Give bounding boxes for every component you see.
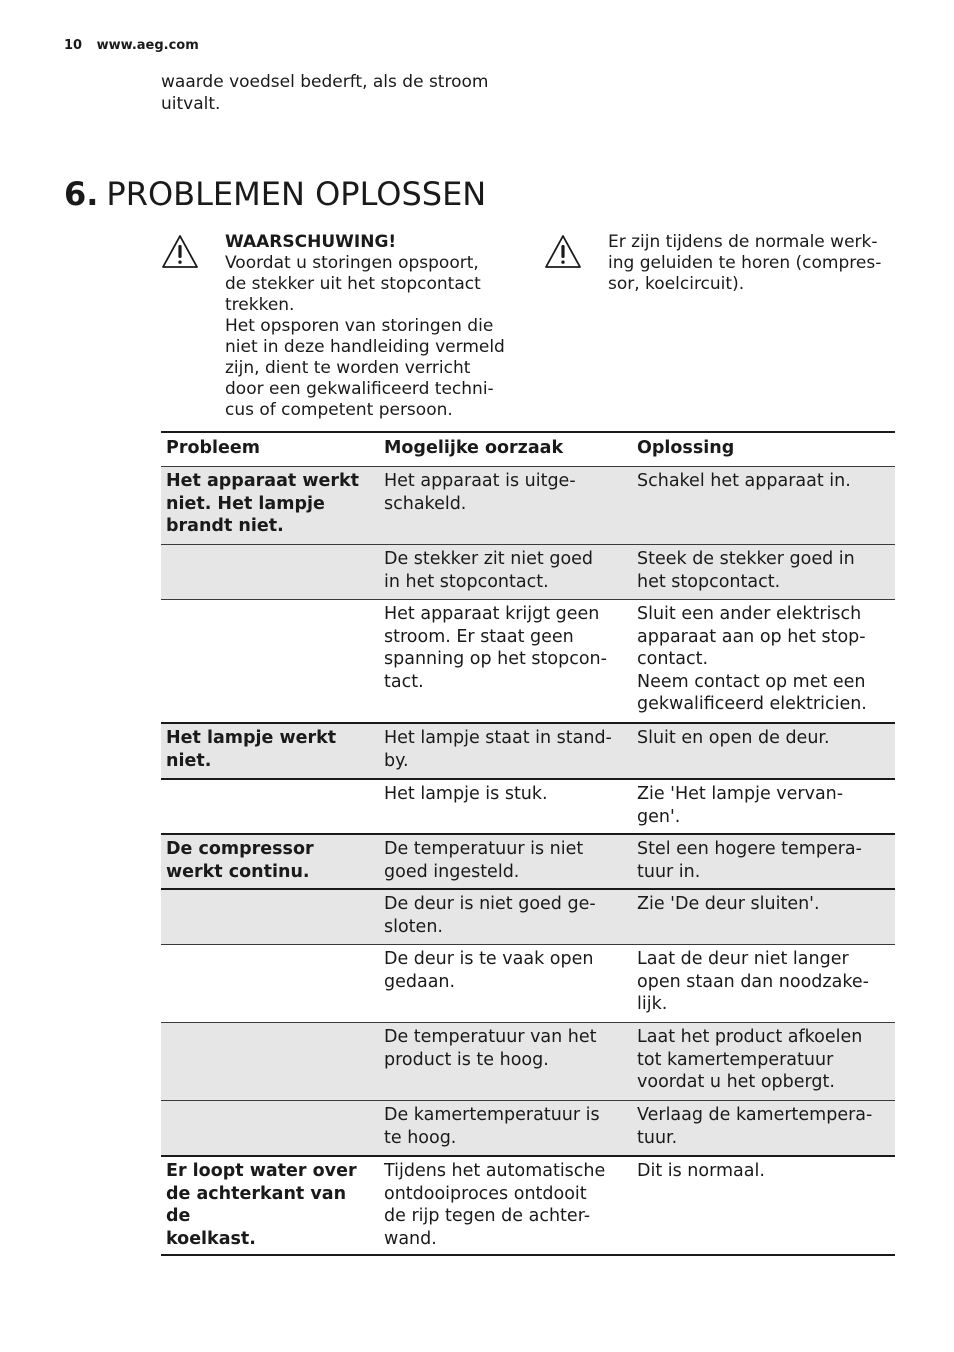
column-header: Mogelijke oorzaak (384, 438, 564, 458)
section-number: 6. (64, 175, 99, 213)
cause-cell (379, 945, 632, 1022)
page-number: 10 (64, 38, 83, 53)
problem-cell (161, 545, 379, 599)
cell-line: Het lampje is stuk. (384, 784, 548, 804)
cell-line: De temperatuur van het (384, 1027, 597, 1047)
cell-line: Het lampje staat in stand- (384, 728, 612, 748)
cell-line: spanning op het stopcon- (384, 649, 607, 669)
cell-line: voordat u het opbergt. (637, 1072, 835, 1092)
cell-line: product is te hoog. (384, 1049, 549, 1070)
cell-line: te hoog. (384, 1127, 457, 1148)
cell-line: Er loopt water over (166, 1161, 357, 1181)
table-row (161, 1100, 895, 1155)
solution-cell (632, 835, 895, 888)
site-url[interactable]: www.aeg.com (96, 38, 199, 53)
warning-text-right (608, 232, 881, 295)
table-row (161, 1022, 895, 1100)
cell-line: Zie 'Het lampje vervan- (637, 784, 844, 804)
warning-line: zijn, dient te worden verricht (225, 358, 471, 378)
column-header: Oplossing (637, 438, 735, 458)
cell-line: Het apparaat is uitge- (384, 471, 576, 491)
solution-cell (632, 467, 895, 544)
warning-line: Voordat u storingen opspoort, (225, 253, 479, 273)
cell-line: gen'. (637, 806, 681, 827)
cell-line: tot kamertemperatuur (637, 1049, 834, 1070)
cell-line: Het apparaat werkt (166, 471, 360, 491)
table-row (161, 888, 895, 944)
table-row (161, 466, 895, 544)
cause-cell (379, 780, 632, 833)
cell-line: Neem contact op met een (637, 671, 866, 692)
warning-line: de stekker uit het stopcontact (225, 274, 481, 294)
cell-line: in het stopcontact. (384, 571, 549, 592)
warning-triangle-icon (544, 234, 582, 270)
cell-line: tuur. (637, 1127, 678, 1148)
solution-cell (632, 780, 895, 833)
table-row (161, 833, 895, 888)
cell-line: De temperatuur is niet (384, 839, 584, 859)
warning-line: ing geluiden te horen (compres- (608, 253, 882, 273)
cell-line: tuur in. (637, 861, 701, 882)
warning-line: door een gekwalificeerd techni- (225, 379, 494, 399)
intro-line: waarde voedsel bederft, als de stroom (161, 72, 489, 92)
solution-cell (632, 1101, 895, 1155)
problem-cell (161, 780, 379, 833)
problem-cell (161, 600, 379, 722)
cause-cell (379, 835, 632, 888)
warning-text-left (225, 232, 505, 421)
cause-cell (379, 545, 632, 599)
cell-line: De deur is te vaak open (384, 949, 594, 969)
problem-cell (161, 467, 379, 544)
table-row (161, 722, 895, 778)
cell-line: brandt niet. (166, 516, 284, 536)
cause-cell (379, 1101, 632, 1155)
solution-cell (632, 1023, 895, 1100)
intro-paragraph (161, 71, 521, 115)
cell-line: ontdooiproces ontdooit (384, 1183, 587, 1204)
cell-line: Verlaag de kamertempera- (637, 1105, 873, 1125)
cause-cell (379, 1023, 632, 1100)
cell-line: Het lampje werkt (166, 728, 337, 748)
cause-cell (379, 600, 632, 722)
cell-line: schakeld. (384, 493, 467, 514)
cell-line: by. (384, 750, 409, 771)
cell-line: contact. (637, 649, 709, 669)
cell-line: koelkast. (166, 1228, 256, 1249)
cell-line: De kamertemperatuur is (384, 1105, 600, 1125)
cell-line: tact. (384, 671, 424, 692)
cell-line: de achterkant van de (166, 1183, 347, 1226)
problem-cell (161, 1023, 379, 1100)
problem-cell (161, 1157, 379, 1254)
cell-line: wand. (384, 1228, 437, 1249)
warning-line: niet in deze handleiding vermeld (225, 337, 505, 357)
cell-line: Steek de stekker goed in (637, 549, 855, 569)
problem-cell (161, 1101, 379, 1155)
cell-line: Tijdens het automatische (384, 1161, 606, 1181)
cell-line: De compressor (166, 839, 314, 859)
cell-line: De stekker zit niet goed (384, 549, 594, 569)
solution-cell (632, 890, 895, 944)
cell-line: Schakel het apparaat in. (637, 471, 851, 491)
cell-line: goed ingesteld. (384, 861, 520, 882)
warning-line: sor, koelcircuit). (608, 274, 745, 294)
solution-cell (632, 945, 895, 1022)
cause-cell (379, 467, 632, 544)
cell-line: werkt continu. (166, 861, 310, 882)
cell-line: De deur is niet goed ge- (384, 894, 596, 914)
troubleshooting-table (161, 431, 895, 1256)
cell-line: niet. Het lampje (166, 493, 325, 514)
problem-cell (161, 945, 379, 1022)
warning-triangle-icon (161, 234, 199, 270)
cause-cell (379, 1157, 632, 1254)
warning-line: cus of competent persoon. (225, 400, 453, 420)
cell-line: Stel een hogere tempera- (637, 839, 862, 859)
warning-line: Het opsporen van storingen die (225, 316, 494, 336)
cell-line: Sluit en open de deur. (637, 728, 830, 748)
cell-line: Het apparaat krijgt geen (384, 604, 600, 624)
cell-line: gedaan. (384, 971, 456, 992)
problem-cell (161, 890, 379, 944)
cell-line: gekwalificeerd elektricien. (637, 694, 867, 714)
table-row (161, 944, 895, 1022)
cell-line: Zie 'De deur sluiten'. (637, 894, 820, 914)
solution-cell (632, 1157, 895, 1254)
section-title-text: PROBLEMEN OPLOSSEN (106, 175, 487, 213)
cell-line: niet. (166, 750, 212, 771)
cell-line: sloten. (384, 916, 443, 937)
table-row (161, 544, 895, 599)
warning-line: trekken. (225, 295, 295, 315)
intro-line: uitvalt. (161, 94, 221, 114)
cell-line: lijk. (637, 994, 668, 1014)
section-title (64, 172, 486, 216)
page-header (64, 38, 199, 53)
cell-line: Laat de deur niet langer (637, 949, 849, 969)
cell-line: Dit is normaal. (637, 1161, 765, 1181)
solution-cell (632, 724, 895, 778)
problem-cell (161, 835, 379, 888)
solution-cell (632, 545, 895, 599)
problem-cell (161, 724, 379, 778)
table-row (161, 1155, 895, 1254)
cell-line: open staan dan noodzake- (637, 971, 869, 992)
column-header: Probleem (166, 438, 260, 458)
table-header-row (161, 433, 895, 466)
cell-line: Laat het product afkoelen (637, 1027, 863, 1047)
cell-line: stroom. Er staat geen (384, 626, 574, 647)
cell-line: Sluit een ander elektrisch (637, 604, 862, 624)
warning-heading: WAARSCHUWING! (225, 232, 397, 252)
cause-cell (379, 890, 632, 944)
cell-line: de rijp tegen de achter- (384, 1206, 591, 1226)
table-row (161, 599, 895, 722)
warning-line: Er zijn tijdens de normale werk- (608, 232, 878, 252)
cell-line: het stopcontact. (637, 571, 781, 592)
cause-cell (379, 724, 632, 778)
solution-cell (632, 600, 895, 722)
cell-line: apparaat aan op het stop- (637, 626, 866, 647)
table-row (161, 778, 895, 833)
